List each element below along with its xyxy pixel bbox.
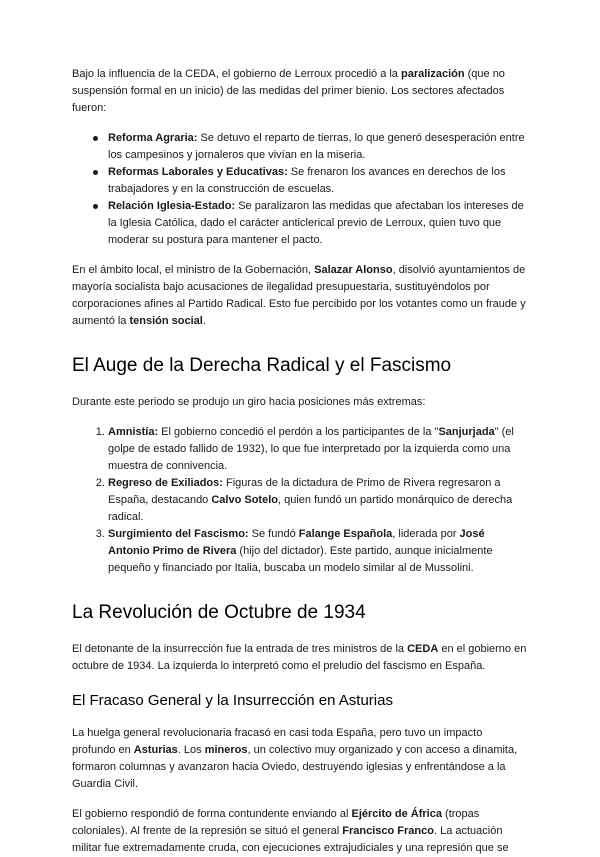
list-item: 2. Regreso de Exiliados: Figuras de la dictadura de Primo de Rivera regresaron a España, destacando Calvo Sotelo, quien fundó un partido monárquico de derecha radical.: [108, 475, 528, 526]
intro-paragraph: Bajo la influencia de la CEDA, el gobierno de Lerroux procedió a la paralización (que no suspensión formal en un inicio) de las medidas del primer bienio. Los sectores afectados fueron:: [72, 68, 505, 114]
section-heading-revolucion: La Revolución de Octubre de 1934: [72, 602, 366, 623]
affected-sectors-list: [72, 130, 528, 249]
list-item: 1. Amnistía: El gobierno concedió el perdón a los participantes de la "Sanjurjada" (el golpe de estado fallido de 1932), lo que fue interpretado por la izquierda como una muestra de connivencia.: [108, 424, 528, 475]
list-item: Relación Iglesia-Estado: Se paralizaron las medidas que afectaban los intereses de la Iglesia Católica, dado el carácter anticlerical previo de Lerroux, quien tuvo que moderar su postura para mantener el pacto.: [108, 198, 528, 249]
extremes-list: [72, 424, 528, 577]
repression-paragraph: El gobierno respondió de forma contundente enviando al Ejército de África (tropas coloniales). Al frente de la represión se situó el general Francisco Franco. La actuación militar fue extremadamente cruda, con ejecuciones extrajudiciales y una represión que se: [72, 808, 509, 854]
section1-intro: Durante este periodo se produjo un giro hacia posiciones más extremas:: [72, 396, 426, 408]
list-item: Reforma Agraria: Se detuvo el reparto de tierras, lo que generó desesperación entre los campesinos y jornaleros que vivían en la miseria.: [108, 130, 528, 164]
bold-term: paralización: [400, 68, 465, 80]
subsection-heading-asturias: El Fracaso General y la Insurrección en Asturias: [72, 692, 393, 709]
list-item: Reformas Laborales y Educativas: Se frenaron los avances en derechos de los trabajadores y en la construcción de escuelas.: [108, 164, 528, 198]
list-item: 3. Surgimiento del Fascismo: Se fundó Falange Española, liderada por José Antonio Primo de Rivera (hijo del dictador). Este partido, aunque inicialmente pequeño y financiado por Italia, buscaba un modelo similar al de Mussolini.: [108, 526, 528, 577]
section-heading-derecha: El Auge de la Derecha Radical y el Fascismo: [72, 355, 452, 376]
section2-paragraph: El detonante de la insurrección fue la entrada de tres ministros de la CEDA en el gobierno en octubre de 1934. La izquierda lo interpretó como el preludio del fascismo en España.: [72, 643, 527, 672]
local-paragraph: En el ámbito local, el ministro de la Gobernación, Salazar Alonso, disolvió ayuntamientos de mayoría socialista bajo acusaciones de ilegalidad presupuestaria, sustituyéndolos por corporaciones afines al Partido Radical. Esto fue percibido por los votantes como un fraude y aumentó la tensión social.: [72, 264, 526, 327]
asturias-paragraph: La huelga general revolucionaria fracasó en casi toda España, pero tuvo un impacto profundo en Asturias. Los mineros, un colectivo muy organizado y con acceso a dinamita, formaron columnas y avanzaron hacia Oviedo, destruyendo iglesias y enfrentándose a la Guardia Civil.: [72, 727, 518, 790]
